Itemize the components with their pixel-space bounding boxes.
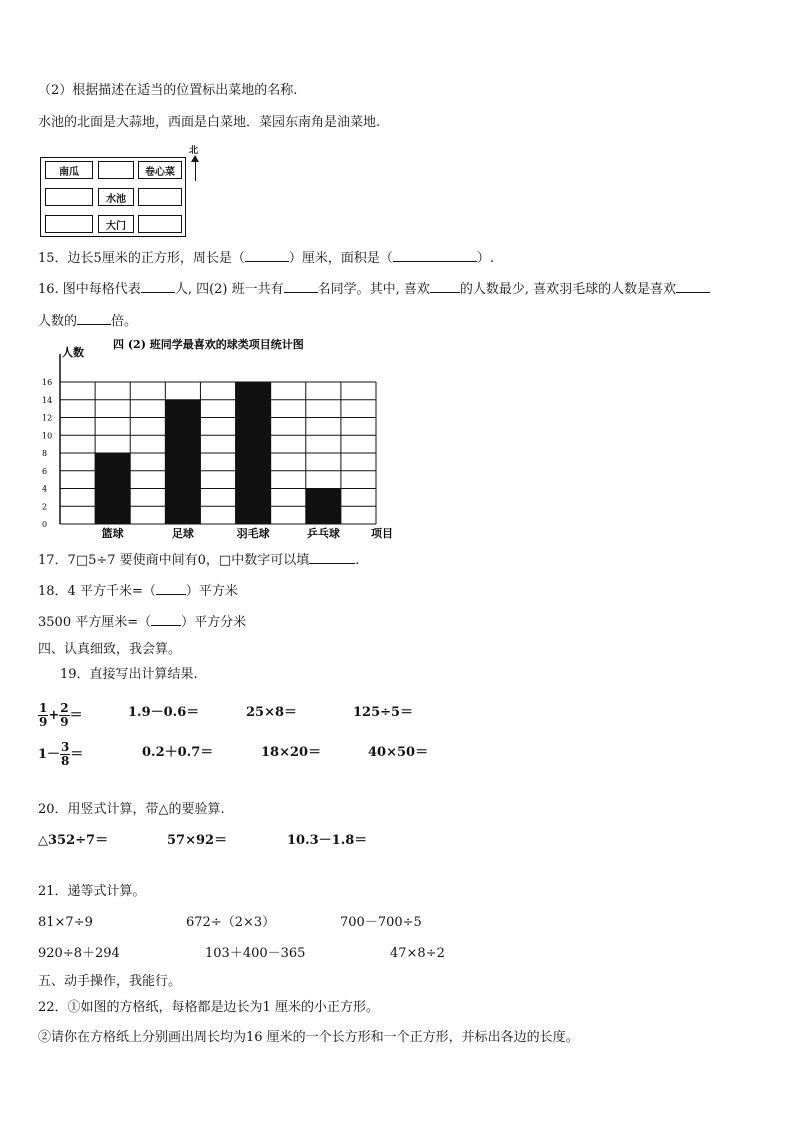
q20-c: 10.3－1.8＝ bbox=[287, 833, 368, 848]
fraction: $\frac{2}{9}$ bbox=[60, 701, 69, 729]
q14-subquestion: （2）根据描述在适当的位置标出菜地的名称. bbox=[38, 83, 298, 98]
q16-text-d: 的人数最少, 喜欢羽毛球的人数是喜欢 bbox=[459, 282, 677, 297]
y-tick-label: 16 bbox=[42, 378, 53, 387]
y-tick-label: 14 bbox=[42, 395, 53, 405]
x-tick-label: 羽毛球 bbox=[236, 527, 270, 540]
chart-title: 四 (2) 班同学最喜欢的球类项目统计图 bbox=[113, 338, 304, 351]
q21-d: 920÷8＋294 bbox=[38, 946, 120, 961]
q21-title: 21．递等式计算。 bbox=[38, 884, 146, 899]
section-5-heading: 五、动手操作，我能行。 bbox=[38, 974, 182, 989]
q15-answer-perimeter[interactable] bbox=[245, 249, 289, 262]
map-cell-empty bbox=[45, 215, 93, 233]
q18-answer-2[interactable] bbox=[151, 613, 181, 626]
map-cell-empty bbox=[98, 161, 134, 179]
y-tick-label: 0 bbox=[42, 520, 48, 529]
y-tick-label: 2 bbox=[42, 502, 48, 512]
map-cell-empty bbox=[138, 215, 182, 233]
q19-2b: 0.2＋0.7＝ bbox=[142, 745, 214, 760]
y-tick-label: 12 bbox=[42, 413, 53, 423]
q21-b: 672÷（2×3） bbox=[186, 915, 276, 930]
q16-text-a: 16. 图中每格代表 bbox=[38, 282, 141, 297]
chart-y-axis-label: 人数 bbox=[62, 346, 84, 359]
q19-1d: 125÷5＝ bbox=[353, 705, 414, 720]
q15 bbox=[38, 249, 494, 268]
q19-2d: 40×50＝ bbox=[368, 745, 429, 760]
q21-e: 103＋400－365 bbox=[205, 946, 306, 961]
q18-text-2a: 3500 平方厘米=（ bbox=[38, 615, 152, 630]
q21-c: 700－700÷5 bbox=[340, 915, 422, 930]
q17-text-b: . bbox=[355, 553, 360, 568]
x-tick-label: 篮球 bbox=[101, 527, 124, 540]
chart-x-axis-label: 项目 bbox=[371, 527, 393, 540]
section-4-heading: 四、认真细致，我会算。 bbox=[38, 642, 182, 657]
q16-line1 bbox=[38, 280, 710, 299]
q22-line2: ②请你在方格纸上分别画出周长均为16 厘米的一个长方形和一个正方形，并标出各边的长度。 bbox=[38, 1030, 579, 1045]
garden-map bbox=[40, 146, 200, 237]
q16-answer-times[interactable] bbox=[77, 312, 111, 325]
q17 bbox=[38, 551, 359, 570]
q18-line2 bbox=[38, 613, 246, 632]
q15-text-b: ）厘米，面积是（ bbox=[288, 251, 393, 266]
q21-f: 47×8÷2 bbox=[390, 946, 445, 961]
bar-篮球 bbox=[95, 453, 130, 524]
x-tick-label: 足球 bbox=[171, 527, 194, 540]
q17-text-a: 17．7□5÷7 要使商中间有0，□中数字可以填 bbox=[38, 553, 310, 568]
q20-a: △352÷7＝ bbox=[38, 833, 109, 848]
q16-text-f: 倍。 bbox=[111, 314, 138, 329]
map-cell-cabbage: 卷心菜 bbox=[138, 161, 182, 179]
x-tick-label: 乒乓球 bbox=[306, 527, 340, 540]
q15-answer-area[interactable] bbox=[393, 249, 477, 262]
q16-answer-total[interactable] bbox=[284, 280, 318, 293]
y-tick-label: 8 bbox=[42, 449, 48, 458]
q15-text-a: 15．边长5厘米的正方形，周长是（ bbox=[38, 251, 245, 266]
q16-answer-per-cell[interactable] bbox=[141, 280, 175, 293]
q19-1c: 25×8＝ bbox=[246, 705, 298, 720]
q18-answer-1[interactable] bbox=[156, 582, 186, 595]
y-tick-label: 10 bbox=[42, 431, 53, 441]
q18-line1 bbox=[38, 582, 238, 601]
q17-answer[interactable] bbox=[309, 551, 355, 564]
q16-text-b: 人, 四(2) 班一共有 bbox=[174, 282, 284, 297]
q16-answer-sport[interactable] bbox=[676, 280, 710, 293]
map-cell-empty bbox=[45, 188, 93, 206]
fraction: $\frac{1}{9}$ bbox=[39, 701, 48, 729]
y-tick-label: 4 bbox=[42, 484, 48, 494]
bar-乒乓球 bbox=[306, 489, 341, 525]
chart-x-labels bbox=[102, 526, 340, 540]
map-cell-empty bbox=[138, 188, 182, 206]
q20-title: 20．用竖式计算，带△的要验算. bbox=[38, 802, 225, 817]
q19-2c: 18×20＝ bbox=[261, 745, 322, 760]
q22-line1: 22．①如图的方格纸，每格都是边长为1 厘米的小正方形。 bbox=[38, 1000, 379, 1015]
bar-足球 bbox=[165, 400, 200, 524]
q14-description: 水池的北面是大蒜地，西面是白菜地．菜园东南角是油菜地. bbox=[38, 115, 381, 130]
map-cell-pumpkin: 南瓜 bbox=[45, 161, 93, 179]
map-cell-gate: 大门 bbox=[98, 215, 134, 233]
q16-answer-least[interactable] bbox=[430, 280, 460, 293]
q19-title: 19．直接写出计算结果. bbox=[60, 667, 198, 682]
q16-text-c: 名同学。其中, 喜欢 bbox=[317, 282, 430, 297]
q21-a: 81×7÷9 bbox=[38, 915, 93, 930]
fraction: $\frac{3}{8}$ bbox=[61, 740, 70, 768]
y-tick-label: 6 bbox=[42, 466, 48, 476]
q19-1b: 1.9－0.6＝ bbox=[128, 705, 200, 720]
q18-text-2b: ）平方分米 bbox=[181, 615, 247, 630]
q19-row2: 1－ $\frac{3}{8}$ ＝ bbox=[38, 740, 84, 768]
chart-y-ticks bbox=[42, 378, 52, 529]
q19-row1: $\frac{1}{9}$ + $\frac{2}{9}$ ＝ bbox=[39, 701, 83, 729]
q16-line2 bbox=[38, 312, 137, 331]
q18-text-1b: ）平方米 bbox=[185, 584, 238, 599]
q18-text-1a: 18．4 平方千米=（ bbox=[38, 584, 156, 599]
bar-chart bbox=[28, 334, 408, 544]
q15-text-c: ）. bbox=[476, 251, 494, 266]
bar-羽毛球 bbox=[236, 382, 271, 524]
north-label: 北 bbox=[189, 146, 199, 156]
map-cell-pool: 水池 bbox=[98, 188, 134, 206]
north-arrow-icon bbox=[190, 143, 202, 183]
q16-text-e: 人数的 bbox=[38, 314, 78, 329]
q20-b: 57×92＝ bbox=[167, 833, 228, 848]
